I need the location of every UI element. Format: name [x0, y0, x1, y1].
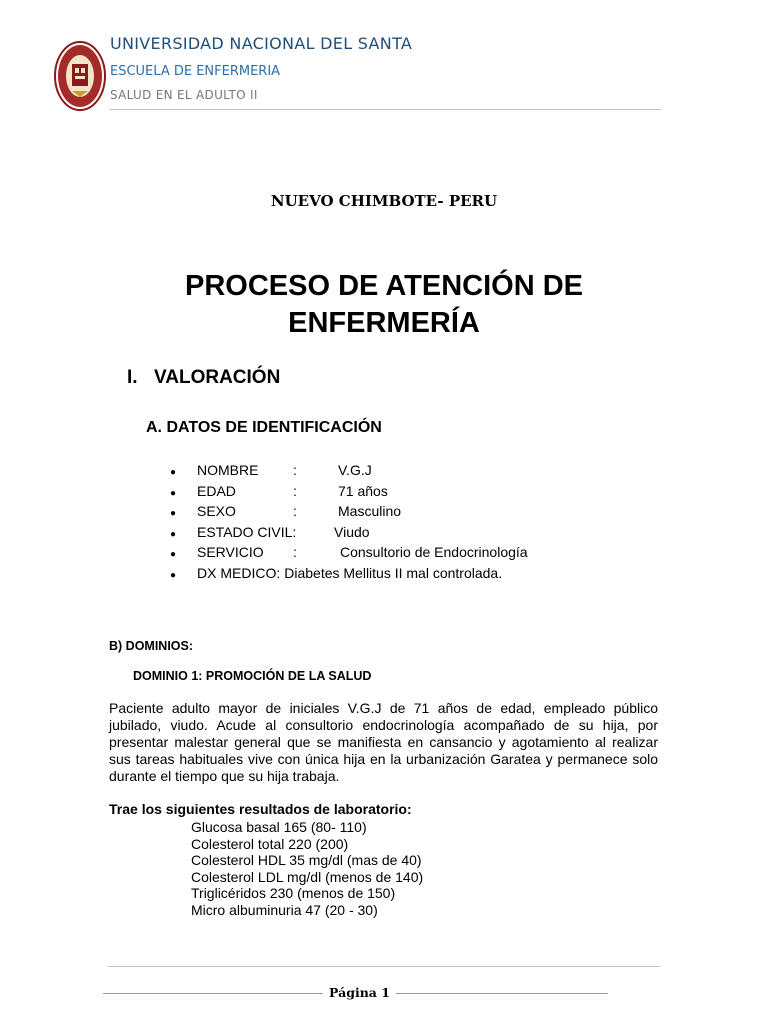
page-number: Página 1	[329, 985, 390, 1000]
section-valoracion-heading	[127, 367, 280, 389]
section-identification-heading: A. DATOS DE IDENTIFICACIÓN	[146, 419, 382, 436]
list-item	[170, 501, 528, 522]
bullet-icon: ●	[170, 487, 177, 499]
university-name: UNIVERSIDAD NACIONAL DEL SANTA	[110, 34, 413, 53]
bullet-icon: ●	[170, 467, 177, 478]
lab-result-item: Micro albuminuria 47 (20 - 30)	[191, 901, 378, 918]
lab-results-heading: Trae los siguientes resultados de laboratorio:	[109, 801, 412, 817]
title-line-2: ENFERMERÍA	[288, 307, 480, 339]
list-item	[170, 542, 528, 563]
header-divider	[110, 109, 661, 110]
lab-result-item: Colesterol HDL 35 mg/dl (mas de 40)	[191, 852, 422, 868]
field-value: Viudo	[334, 523, 370, 540]
bullet-icon: ●	[170, 508, 177, 519]
field-value: Diabetes Mellitus II mal controlada.	[284, 564, 503, 581]
field-value: Masculino	[338, 503, 402, 519]
field-separator: :	[293, 544, 297, 560]
field-value: 71 años	[338, 482, 388, 499]
field-key: DX MEDICO:	[197, 564, 281, 581]
field-value: Consultorio de Endocrinología	[340, 544, 528, 560]
section-label: VALORACIÓN	[154, 367, 281, 388]
lab-result-item: Colesterol LDL mg/dl (menos de 140)	[191, 868, 424, 885]
section-domains-heading: B) DOMINIOS:	[109, 639, 194, 653]
course-name: SALUD EN EL ADULTO II	[110, 88, 258, 102]
domain-1-heading: DOMINIO 1: PROMOCIÓN DE LA SALUD	[133, 669, 372, 683]
bullet-icon: ●	[170, 549, 177, 560]
field-separator: :	[293, 462, 297, 478]
lab-result-item: Colesterol total 220 (200)	[191, 835, 349, 852]
field-key: EDAD	[197, 482, 236, 499]
document-header	[54, 30, 661, 110]
footer-line-right	[396, 993, 608, 994]
list-item	[170, 481, 528, 502]
list-item	[170, 522, 528, 543]
field-key: ESTADO CIVIL:	[197, 523, 297, 540]
city-heading: NUEVO CHIMBOTE- PERU	[270, 192, 498, 210]
lab-result-item: Glucosa basal 165 (80- 110)	[191, 819, 367, 835]
field-key: SERVICIO	[197, 544, 264, 560]
field-separator: :	[293, 482, 297, 499]
lab-result-item: Triglicéridos 230 (menos de 150)	[191, 885, 396, 901]
field-separator: :	[293, 503, 297, 519]
school-name: ESCUELA DE ENFERMERIA	[110, 64, 281, 79]
section-number: I.	[127, 367, 138, 388]
patient-description: Paciente adulto mayor de iniciales V.G.J de 71 años de edad, empleado público jubilado, viudo. Acude al consultorio endocrinología acompañado de su hija, por presentar malestar general que se manifiesta en cansancio y agotamiento al realizar sus tareas habituales vive con única hija en la urbanización Garatea y permanece solo durante el tiempo que su hija trabaja.	[109, 700, 658, 784]
field-value: V.G.J	[338, 462, 372, 478]
footer-divider	[108, 966, 660, 967]
lab-results-list	[191, 819, 423, 918]
university-seal-icon	[54, 41, 106, 111]
document-title	[0, 268, 768, 342]
footer-line-left	[103, 993, 323, 994]
identification-list	[170, 460, 528, 583]
bullet-icon: ●	[170, 528, 177, 540]
field-key: SEXO	[197, 503, 236, 519]
list-item	[170, 460, 528, 481]
field-key: NOMBRE	[197, 462, 259, 478]
list-item	[170, 563, 528, 584]
bullet-icon: ●	[170, 569, 177, 581]
title-line-1: PROCESO DE ATENCIÓN DE	[185, 270, 583, 302]
